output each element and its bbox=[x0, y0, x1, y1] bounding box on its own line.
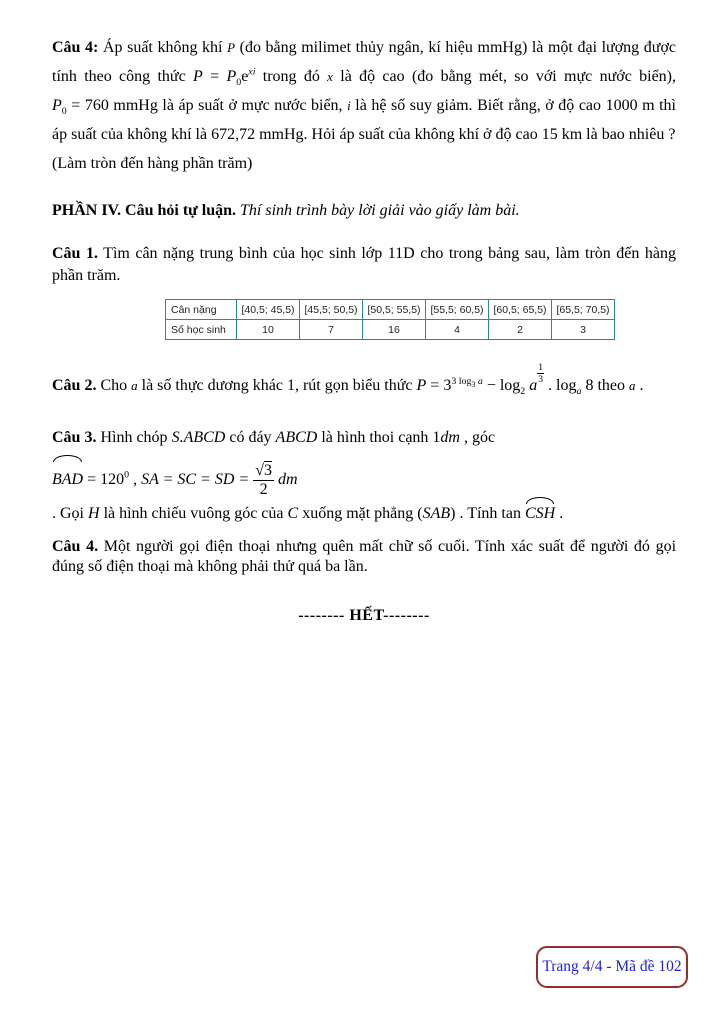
table-row-header: Số học sinh bbox=[166, 320, 237, 340]
table-cell: [55,5; 60,5) bbox=[426, 300, 489, 320]
math-var-i: i bbox=[347, 98, 351, 113]
math-var-a: a bbox=[131, 378, 138, 394]
page-number-box bbox=[536, 946, 688, 988]
math-symbol-e: e bbox=[241, 68, 249, 85]
table-cell: [45,5; 50,5) bbox=[300, 300, 363, 320]
text-run: Tìm cân nặng trung bình của học sinh lớp 11D cho trong bảng sau, làm tròn đến hàng phần trăm. bbox=[52, 245, 677, 284]
table-cell: 16 bbox=[363, 320, 426, 340]
text-run: là áp suất ở mực nước biển, bbox=[157, 97, 348, 114]
math-exponent: xi bbox=[248, 66, 256, 78]
table-cell: 2 bbox=[489, 320, 552, 340]
math-run: log bbox=[556, 377, 577, 395]
text-run: là số thực dương khác 1, rút gọn biểu thức bbox=[137, 377, 417, 395]
math-var-ABCD: ABCD bbox=[275, 429, 318, 447]
page-number-text: Trang 4/4 - Mã đề 102 bbox=[542, 958, 682, 975]
math-run: 8 bbox=[581, 377, 594, 395]
table-cell: [50,5; 55,5) bbox=[363, 300, 426, 320]
question-label: Câu 2. bbox=[52, 377, 97, 395]
question-3 bbox=[52, 417, 676, 527]
math-subscript: 0 bbox=[61, 106, 67, 118]
math-subscript: 2 bbox=[520, 386, 526, 398]
formula-angle-sides bbox=[52, 462, 298, 499]
math-run: log bbox=[499, 377, 521, 395]
question-4 bbox=[52, 537, 676, 577]
text-run: là hình chiếu vuông góc của bbox=[99, 505, 288, 523]
section-heading bbox=[52, 200, 676, 222]
text-run: Áp suất không khí bbox=[98, 39, 228, 56]
fraction-sqrt3-over-2 bbox=[253, 462, 274, 498]
fraction-denominator: 3 bbox=[538, 374, 544, 386]
question-2 bbox=[52, 362, 676, 403]
text-run: xuống mặt phẳng ( bbox=[298, 505, 423, 523]
table-cell: 7 bbox=[300, 320, 363, 340]
text-run: theo bbox=[593, 377, 629, 395]
angle-BAD: BAD bbox=[52, 459, 83, 501]
text-run: . bbox=[635, 377, 644, 395]
math-var-H: H bbox=[88, 505, 100, 523]
math-var: P bbox=[52, 97, 62, 114]
table-cell: [40,5; 45,5) bbox=[237, 300, 300, 320]
page-content bbox=[52, 33, 676, 625]
math-var-P: P bbox=[227, 40, 236, 55]
math-var-a: a bbox=[629, 378, 636, 394]
math-var-C: C bbox=[287, 505, 299, 523]
question-label: Câu 4: bbox=[52, 39, 99, 56]
table-row bbox=[166, 320, 615, 340]
question-3-line-1 bbox=[52, 417, 676, 501]
math-var-SAB: SAB bbox=[422, 505, 451, 523]
fraction-numerator: 1 bbox=[538, 362, 544, 373]
text-run: Một người gọi điện thoại nhưng quên mất chữ số cuối. Tính xác suất để người đó gọi đúng số điện thoại mà không phải thử quá ba lần. bbox=[52, 538, 677, 576]
question-label: Câu 1. bbox=[52, 245, 98, 262]
angle-CSH: CSH bbox=[525, 501, 555, 527]
math-var-SABCD: S.ABCD bbox=[171, 429, 226, 447]
text-run: . bbox=[555, 505, 564, 523]
question-3-line-2 bbox=[52, 501, 676, 527]
text-run: là hình thoi cạnh 1 bbox=[317, 429, 441, 447]
fraction-numerator bbox=[253, 462, 274, 481]
table-cell: 4 bbox=[426, 320, 489, 340]
text-run: (đo bằng milimet thủy ngân, kí hiệu mmHg) là một đại lượng được tính theo công thức bbox=[52, 39, 677, 85]
table-cell: [65,5; 70,5) bbox=[552, 300, 615, 320]
math-subscript: 0 bbox=[236, 77, 242, 89]
math-var: P bbox=[193, 68, 203, 85]
fraction-denominator: 2 bbox=[259, 481, 268, 499]
question-1 bbox=[52, 243, 676, 287]
formula-p0 bbox=[52, 97, 158, 118]
math-exponent bbox=[451, 376, 483, 387]
math-operator: = bbox=[202, 68, 227, 85]
math-var: a bbox=[525, 377, 538, 395]
formula-logarithm bbox=[416, 362, 594, 398]
problem-air-pressure bbox=[52, 33, 676, 149]
math-operator: = bbox=[426, 377, 444, 395]
text-run: trong đó bbox=[255, 68, 328, 85]
weight-frequency-table bbox=[165, 299, 615, 340]
text-run: là hệ số suy giảm. Biết rằng, ở độ cao 1000 m thì áp suất của không khí là 672,72 mmHg. Hỏi áp suất của không khí ở độ cao 15 km là bao nhiêu ? bbox=[52, 97, 676, 143]
math-operator: . bbox=[544, 377, 557, 395]
math-subscript: a bbox=[576, 386, 582, 398]
table-row-header: Cân nặng bbox=[166, 300, 237, 320]
math-value: = 760 mmHg bbox=[66, 97, 158, 114]
question-label: Câu 4. bbox=[52, 538, 99, 556]
math-operator: , bbox=[129, 471, 142, 489]
math-operator: = 120 bbox=[83, 471, 125, 489]
math-unit-dm: dm bbox=[273, 471, 298, 489]
table-cell: [60,5; 65,5) bbox=[489, 300, 552, 320]
text-run: là độ cao (đo bằng mét, so với mực nước biển), bbox=[332, 68, 677, 85]
table-cell: 10 bbox=[237, 320, 300, 340]
section-heading-italic: Thí sinh trình bày lời giải vào giấy làm bài. bbox=[236, 202, 520, 219]
math-run: 3 log bbox=[451, 375, 472, 387]
math-unit-dm: dm bbox=[440, 429, 460, 447]
question-label: Câu 3. bbox=[52, 429, 97, 447]
text-run: ) . Tính tan bbox=[450, 505, 525, 523]
text-run: , góc bbox=[459, 429, 496, 447]
sqrt-radicand: 3 bbox=[263, 462, 272, 480]
section-heading-bold: PHẦN IV. Câu hỏi tự luận. bbox=[52, 202, 237, 219]
sqrt-symbol: √ bbox=[255, 462, 264, 480]
text-run: có đáy bbox=[225, 429, 276, 447]
end-of-exam-marker: -------- HẾT-------- bbox=[298, 607, 430, 625]
math-subscript: 3 bbox=[471, 379, 476, 389]
math-side-chain: SA = SC = SD = bbox=[141, 471, 254, 489]
table-cell: 3 bbox=[552, 320, 615, 340]
math-var-x: x bbox=[327, 69, 333, 84]
math-var: a bbox=[475, 375, 483, 387]
math-operator: − bbox=[482, 377, 500, 395]
math-var: P bbox=[416, 377, 427, 395]
text-run: Hình chóp bbox=[96, 429, 172, 447]
text-run: Cho bbox=[96, 377, 132, 395]
math-degree: 0 bbox=[124, 469, 130, 481]
table-row bbox=[166, 300, 615, 320]
math-var: P bbox=[226, 68, 237, 85]
rounding-note: (Làm tròn đến hàng phần trăm) bbox=[52, 155, 253, 172]
text-run: . Gọi bbox=[52, 505, 88, 523]
math-base: 3 bbox=[443, 377, 452, 395]
formula-pressure bbox=[193, 66, 256, 89]
